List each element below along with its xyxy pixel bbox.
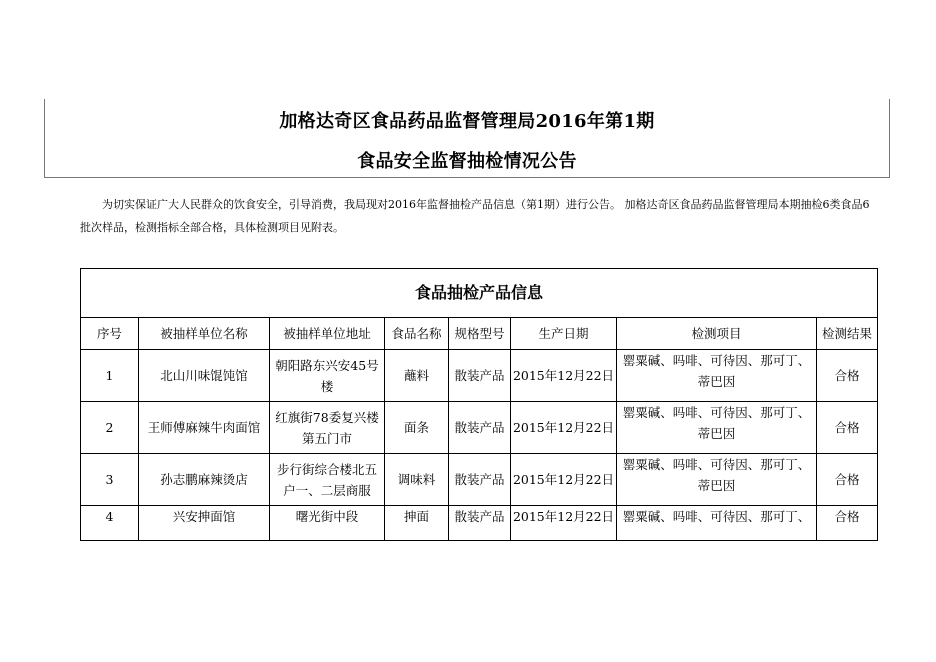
cell-spec: 散装产品 bbox=[449, 506, 511, 541]
cell-unit-name: 兴安抻面馆 bbox=[139, 506, 270, 541]
header-unit-name: 被抽样单位名称 bbox=[139, 318, 270, 350]
header-production-date: 生产日期 bbox=[511, 318, 617, 350]
cell-unit-name: 孙志鹏麻辣烫店 bbox=[139, 454, 270, 506]
cell-test-items: 罂粟碱、吗啡、可待因、那可丁、蒂巴因 bbox=[617, 402, 817, 454]
header-spec: 规格型号 bbox=[449, 318, 511, 350]
cell-spec: 散装产品 bbox=[449, 402, 511, 454]
header-unit-address: 被抽样单位地址 bbox=[270, 318, 385, 350]
header-test-result: 检测结果 bbox=[817, 318, 878, 350]
cell-unit-address: 红旗街78委复兴楼第五门市 bbox=[270, 402, 385, 454]
cell-no: 2 bbox=[81, 402, 139, 454]
cell-unit-name: 王师傅麻辣牛肉面馆 bbox=[139, 402, 270, 454]
cell-unit-address: 曙光街中段 bbox=[270, 506, 385, 541]
header-test-items: 检测项目 bbox=[617, 318, 817, 350]
announcement-title-line2: 食品安全监督抽检情况公告 bbox=[357, 151, 577, 172]
header-food-name: 食品名称 bbox=[385, 318, 449, 350]
cell-production-date: 2015年12月22日 bbox=[511, 350, 617, 402]
cell-test-result: 合格 bbox=[817, 454, 878, 506]
cell-spec: 散装产品 bbox=[449, 350, 511, 402]
cell-test-items: 罂粟碱、吗啡、可待因、那可丁、蒂巴因 bbox=[617, 454, 817, 506]
cell-food-name: 抻面 bbox=[385, 506, 449, 541]
cell-food-name: 面条 bbox=[385, 402, 449, 454]
cell-no: 4 bbox=[81, 506, 139, 541]
cell-test-items: 罂粟碱、吗啡、可待因、那可丁、蒂巴因 bbox=[617, 350, 817, 402]
cell-unit-address: 步行街综合楼北五户一、二层商服 bbox=[270, 454, 385, 506]
announcement-title-box bbox=[44, 99, 890, 178]
cell-no: 3 bbox=[81, 454, 139, 506]
cell-test-items: 罂粟碱、吗啡、可待因、那可丁、 bbox=[617, 506, 817, 541]
cell-spec: 散装产品 bbox=[449, 454, 511, 506]
announcement-title-line1: 加格达奇区食品药品监督管理局2016年第1期 bbox=[279, 111, 655, 132]
header-no: 序号 bbox=[81, 318, 139, 350]
cell-test-result: 合格 bbox=[817, 506, 878, 541]
cell-production-date: 2015年12月22日 bbox=[511, 402, 617, 454]
cell-unit-address: 朝阳路东兴安45号楼 bbox=[270, 350, 385, 402]
table-row bbox=[81, 350, 878, 402]
product-inspection-table bbox=[80, 268, 878, 541]
table-row bbox=[81, 402, 878, 454]
cell-no: 1 bbox=[81, 350, 139, 402]
cell-food-name: 调味料 bbox=[385, 454, 449, 506]
cell-food-name: 蘸料 bbox=[385, 350, 449, 402]
table-header-row bbox=[81, 318, 878, 350]
cell-unit-name: 北山川味馄饨馆 bbox=[139, 350, 270, 402]
cell-production-date: 2015年12月22日 bbox=[511, 506, 617, 541]
cell-test-result: 合格 bbox=[817, 402, 878, 454]
table-caption: 食品抽检产品信息 bbox=[81, 269, 878, 318]
table-row bbox=[81, 454, 878, 506]
intro-paragraph: 为切实保证广大人民群众的饮食安全，引导消费，我局现对2016年监督抽检产品信息（第1期）进行公告。 加格达奇区食品药品监督管理局本期抽检6类食品6批次样品，检测指标全部合格，具体检测项目见附表。 bbox=[80, 198, 870, 234]
table-row bbox=[81, 506, 878, 541]
cell-production-date: 2015年12月22日 bbox=[511, 454, 617, 506]
cell-test-result: 合格 bbox=[817, 350, 878, 402]
